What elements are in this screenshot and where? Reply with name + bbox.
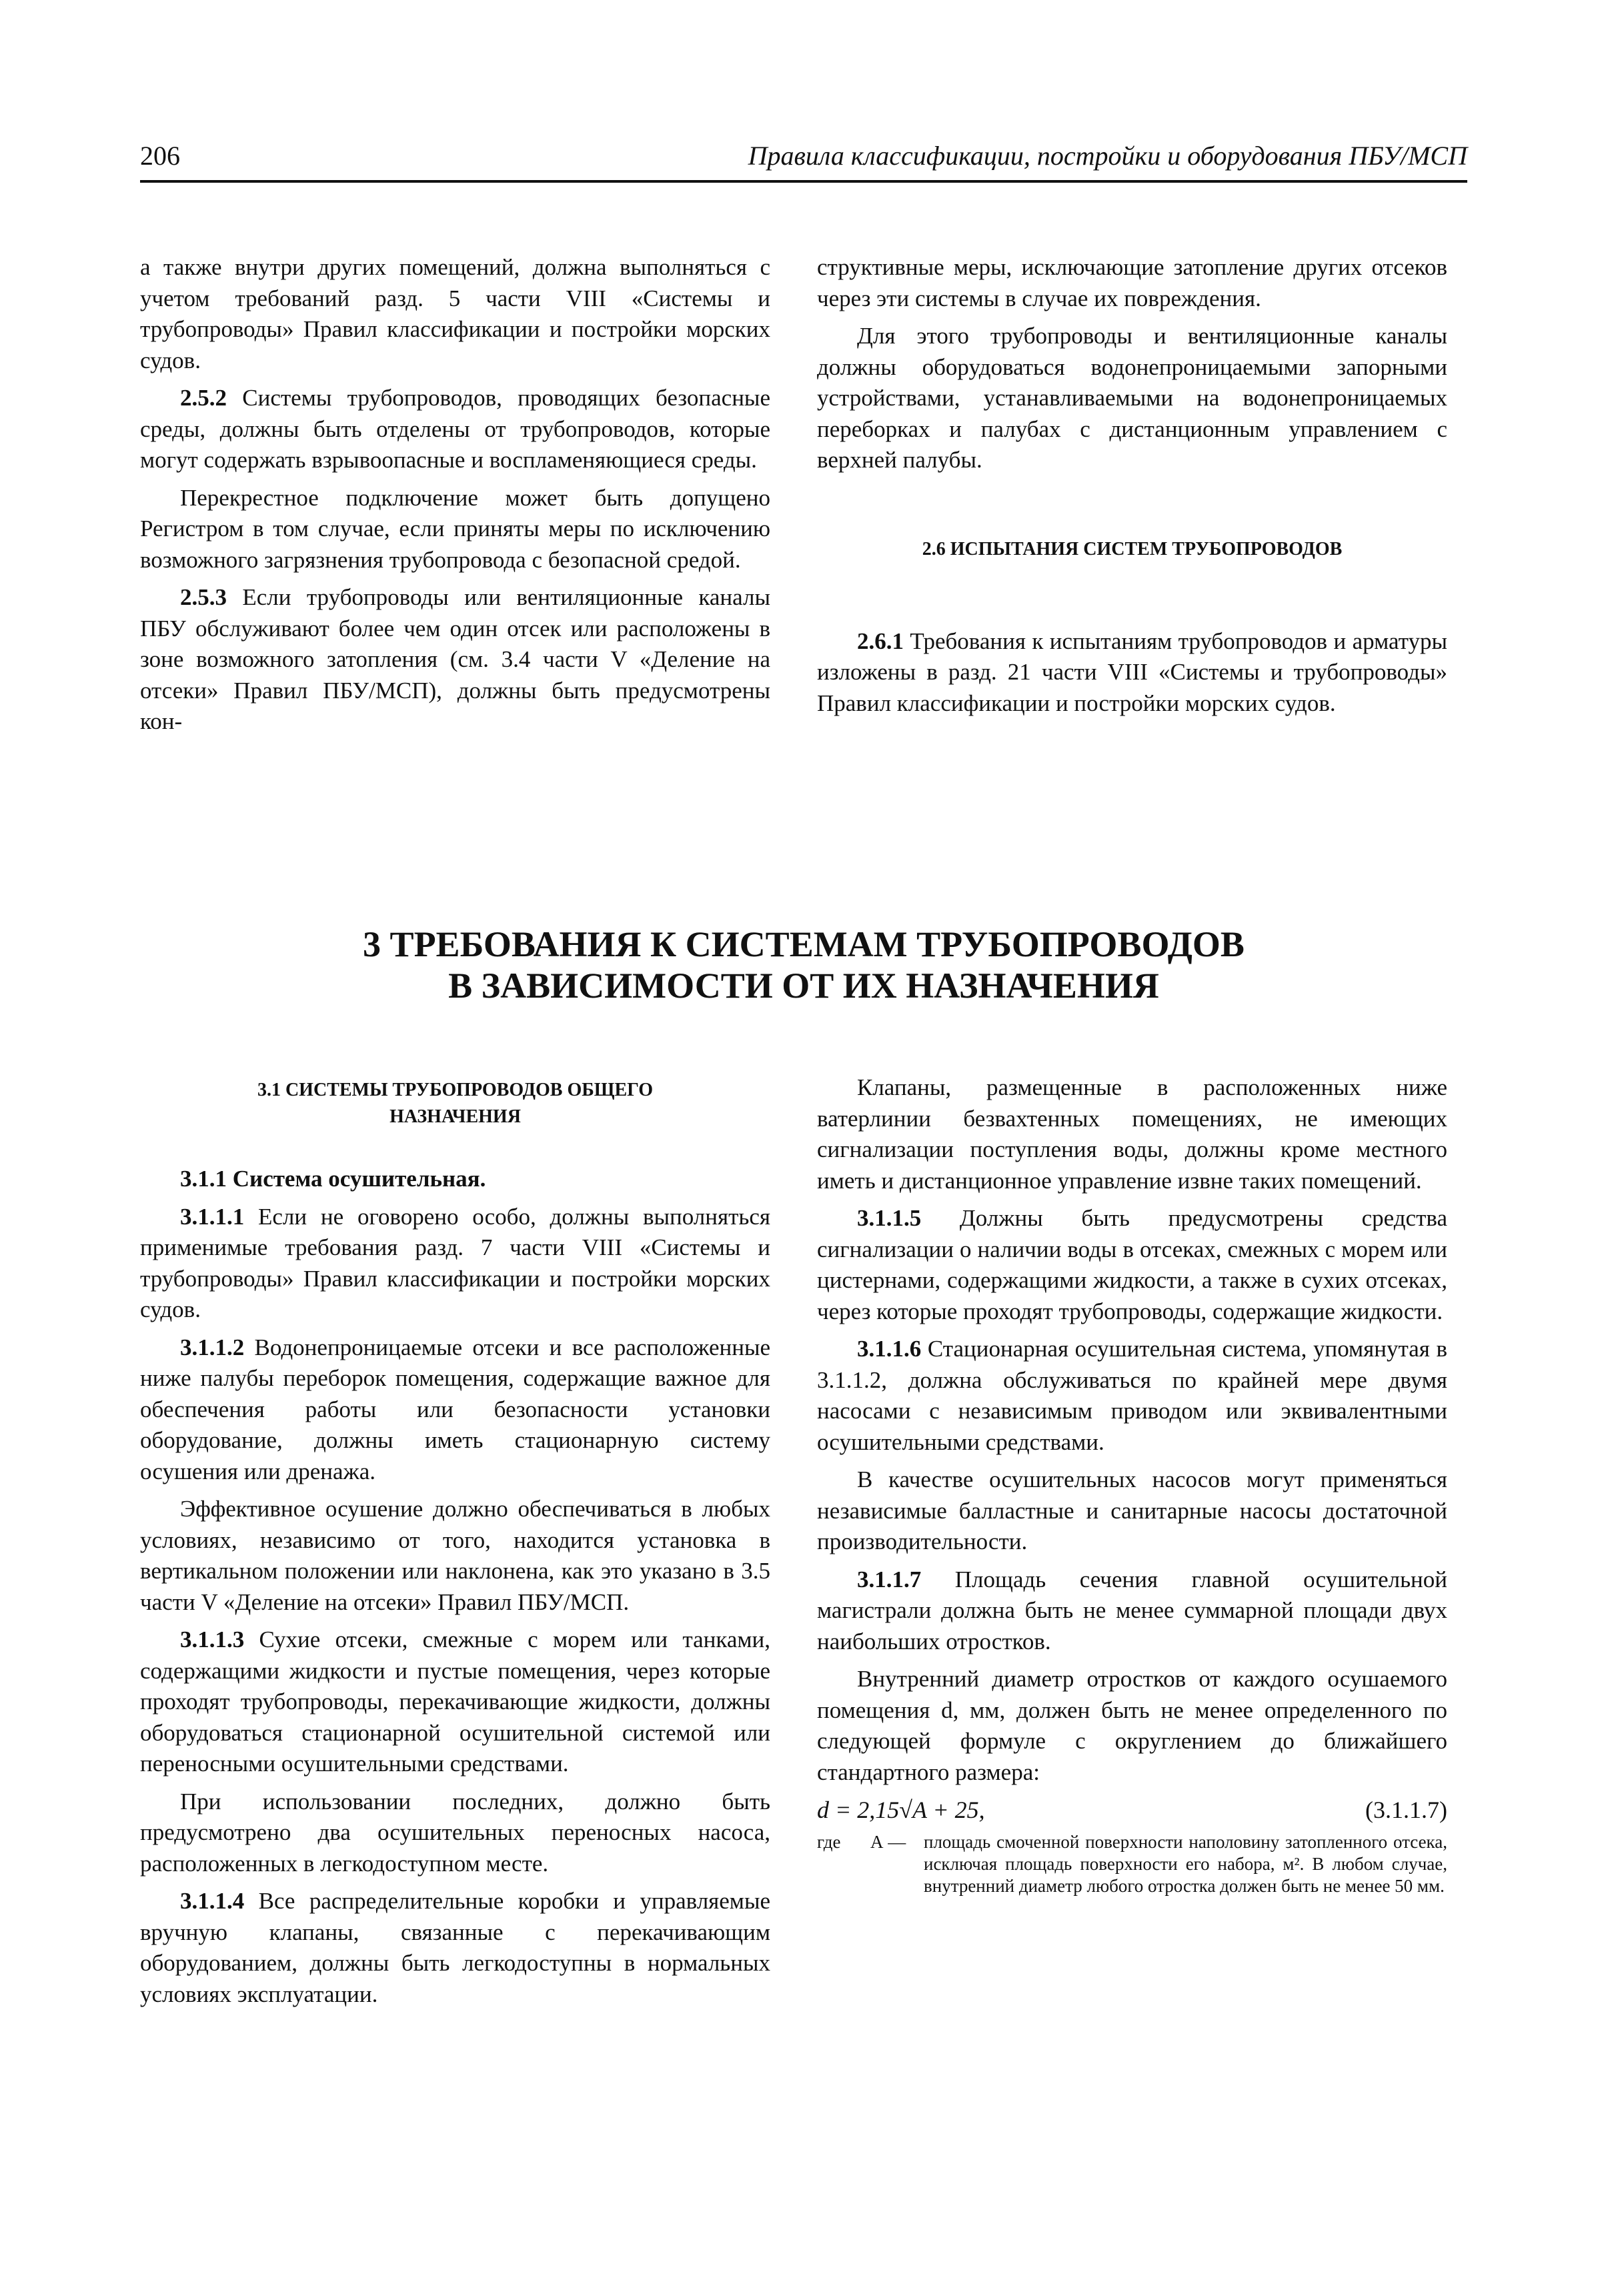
paragraph-3-1-1-4 bbox=[140, 1886, 770, 2010]
top-right-column bbox=[817, 252, 1447, 726]
clause-number: 2.5.2 bbox=[180, 385, 227, 411]
where-text: площадь смоченной поверхности наполовину затопленного отсека, исключая площадь поверхности его набора, м². В любом случае, внутренний диаметр любого отростка должен быть не менее 50 мм. bbox=[924, 1831, 1447, 1896]
bottom-left-column bbox=[140, 1077, 770, 2017]
paragraph: В качестве осушительных насосов могут применяться независимые балластные и санитарные насосы достаточной производительности. bbox=[817, 1466, 1447, 1554]
paragraph-2-5-3 bbox=[140, 582, 770, 738]
paragraph-3-1-1-6 bbox=[817, 1334, 1447, 1458]
clause-number: 2.5.3 bbox=[180, 584, 227, 610]
section-heading-line-2: НАЗНАЧЕНИЯ bbox=[389, 1106, 521, 1127]
chapter-title-line-1: 3 ТРЕБОВАНИЯ К СИСТЕМАМ ТРУБОПРОВОДОВ bbox=[363, 924, 1245, 964]
chapter-title bbox=[140, 924, 1467, 1006]
clause-number: 3.1.1.6 bbox=[857, 1336, 922, 1362]
paragraph-text: Должны быть предусмотрены средства сигнализации о наличии воды в отсеках, смежных с морем или цистернами, содержащими жидкости, а также в сухих отсеках, через которые проходят трубопроводы, содержащие жидкости. bbox=[817, 1205, 1447, 1324]
formula-legend bbox=[817, 1831, 1447, 1897]
section-heading-line-1: 3.1 СИСТЕМЫ ТРУБОПРОВОДОВ ОБЩЕГО bbox=[257, 1080, 654, 1100]
clause-number: 3.1.1.7 bbox=[857, 1566, 922, 1592]
paragraph-text: Все распределительные коробки и управляемые вручную клапаны, связанные с перекачивающим оборудованием, должны быть легкодоступны в нормальных условиях эксплуатации. bbox=[140, 1888, 770, 2007]
page-number: 206 bbox=[140, 141, 180, 171]
paragraph: а также внутри других помещений, должна выполняться с учетом требований разд. 5 части VIII «Системы и трубопроводы» Правил классификации и постройки морских судов. bbox=[140, 254, 770, 373]
clause-number: 3.1.1.3 bbox=[180, 1626, 245, 1652]
formula-number: (3.1.1.7) bbox=[1365, 1797, 1447, 1823]
subsection-heading-3-1-1: 3.1.1 Система осушительная. bbox=[180, 1166, 486, 1192]
clause-number: 3.1.1.1 bbox=[180, 1203, 245, 1230]
paragraph-text: Если не оговорено особо, должны выполняться применимые требования разд. 7 части VIII «Системы и трубопроводы» Правил классификации и постройки морских судов. bbox=[140, 1203, 770, 1322]
paragraph-text: Водонепроницаемые отсеки и все расположенные ниже палубы переборок помещения, содержащие важное для обеспечения работы или безопасности установки оборудование, должны иметь стационарную систему осушения или дренажа. bbox=[140, 1334, 770, 1484]
chapter-title-line-2: В ЗАВИСИМОСТИ ОТ ИХ НАЗНАЧЕНИЯ bbox=[448, 966, 1159, 1006]
paragraph: Внутренний диаметр отростков от каждого осушаемого помещения d, мм, должен быть не менее определенного по следующей формуле с округлением до ближайшего стандартного размера: bbox=[817, 1666, 1447, 1785]
paragraph: Клапаны, размещенные в расположенных ниже ватерлинии безвахтенных помещениях, не имеющих сигнализации поступления воды, должны кроме местного иметь и дистанционное управление извне таких помещений. bbox=[817, 1074, 1447, 1194]
running-title: Правила классификации, постройки и оборудования ПБУ/МСП bbox=[748, 141, 1467, 171]
section-heading-3-1 bbox=[140, 1077, 770, 1130]
clause-number: 3.1.1.5 bbox=[857, 1205, 922, 1231]
bottom-right-column bbox=[817, 1072, 1447, 1897]
paragraph: При использовании последних, должно быть предусмотрено два осушительных переносных насоса, расположенных в легкодоступном месте. bbox=[140, 1788, 770, 1877]
paragraph-text: Требования к испытаниям трубопроводов и арматуры изложены в разд. 21 части VIII «Системы и трубопроводы» Правил классификации и постройки морских судов. bbox=[817, 628, 1447, 716]
paragraph-text: Системы трубопроводов, проводящих безопасные среды, должны быть отделены от трубопроводов, которые могут содержать взрывоопасные и воспламеняющиеся среды. bbox=[140, 385, 770, 473]
paragraph: Для этого трубопроводы и вентиляционные каналы должны оборудоваться водонепроницаемыми запорными устройствами, устанавливаемыми на водонепроницаемых переборках и палубах с дистанционным управлением с верхней палубы. bbox=[817, 323, 1447, 473]
where-symbol: А — bbox=[870, 1831, 906, 1852]
paragraph: Эффективное осушение должно обеспечиваться в любых условиях, независимо от того, находится установка в вертикальном положении или наклонена, как это указано в 3.5 части V «Деление на отсеки» Правил ПБУ/МСП. bbox=[140, 1496, 770, 1615]
where-word: где bbox=[817, 1831, 841, 1852]
paragraph-3-1-1-5 bbox=[817, 1203, 1447, 1327]
top-left-column bbox=[140, 252, 770, 744]
paragraph-3-1-1-2 bbox=[140, 1332, 770, 1488]
paragraph-text: Стационарная осушительная система, упомянутая в 3.1.1.2, должна обслуживаться по крайней мере двумя насосами с независимым приводом или эквивалентными осушительными средствами. bbox=[817, 1336, 1447, 1455]
paragraph-text: Если трубопроводы или вентиляционные каналы ПБУ обслуживают более чем один отсек или расположены в зоне возможного затопления (см. 3.4 части V «Деление на отсеки» Правил ПБУ/МСП), должны быть предусмотрены кон- bbox=[140, 584, 770, 734]
paragraph: структивные меры, исключающие затопление других отсеков через эти системы в случае их повреждения. bbox=[817, 254, 1447, 311]
paragraph-3-1-1-7 bbox=[817, 1564, 1447, 1658]
formula-3-1-1-7 bbox=[817, 1795, 1447, 1826]
clause-number: 2.6.1 bbox=[857, 628, 904, 654]
paragraph-text: Сухие отсеки, смежные с морем или танками, содержащими жидкости и пустые помещения, через которые проходят трубопроводы, перекачивающие жидкости, должны оборудоваться стационарной осушительной системой или переносными осушительными средствами. bbox=[140, 1626, 770, 1777]
paragraph-3-1-1-1 bbox=[140, 1202, 770, 1326]
paragraph-3-1-1-3 bbox=[140, 1624, 770, 1780]
paragraph-2-6-1 bbox=[817, 626, 1447, 720]
clause-number: 3.1.1.2 bbox=[180, 1334, 245, 1360]
paragraph-2-5-2 bbox=[140, 383, 770, 476]
page-header bbox=[140, 140, 1467, 183]
paragraph-text: Площадь сечения главной осушительной магистрали должна быть не менее суммарной площади двух наибольших отростков. bbox=[817, 1566, 1447, 1654]
section-heading-2-6: 2.6 ИСПЫТАНИЯ СИСТЕМ ТРУБОПРОВОДОВ bbox=[922, 538, 1343, 559]
paragraph: Перекрестное подключение может быть допущено Регистром в том случае, если приняты меры по исключению возможного загрязнения трубопровода с безопасной средой. bbox=[140, 484, 770, 573]
formula-expression: d = 2,15√A + 25, bbox=[817, 1797, 985, 1823]
clause-number: 3.1.1.4 bbox=[180, 1888, 245, 1914]
